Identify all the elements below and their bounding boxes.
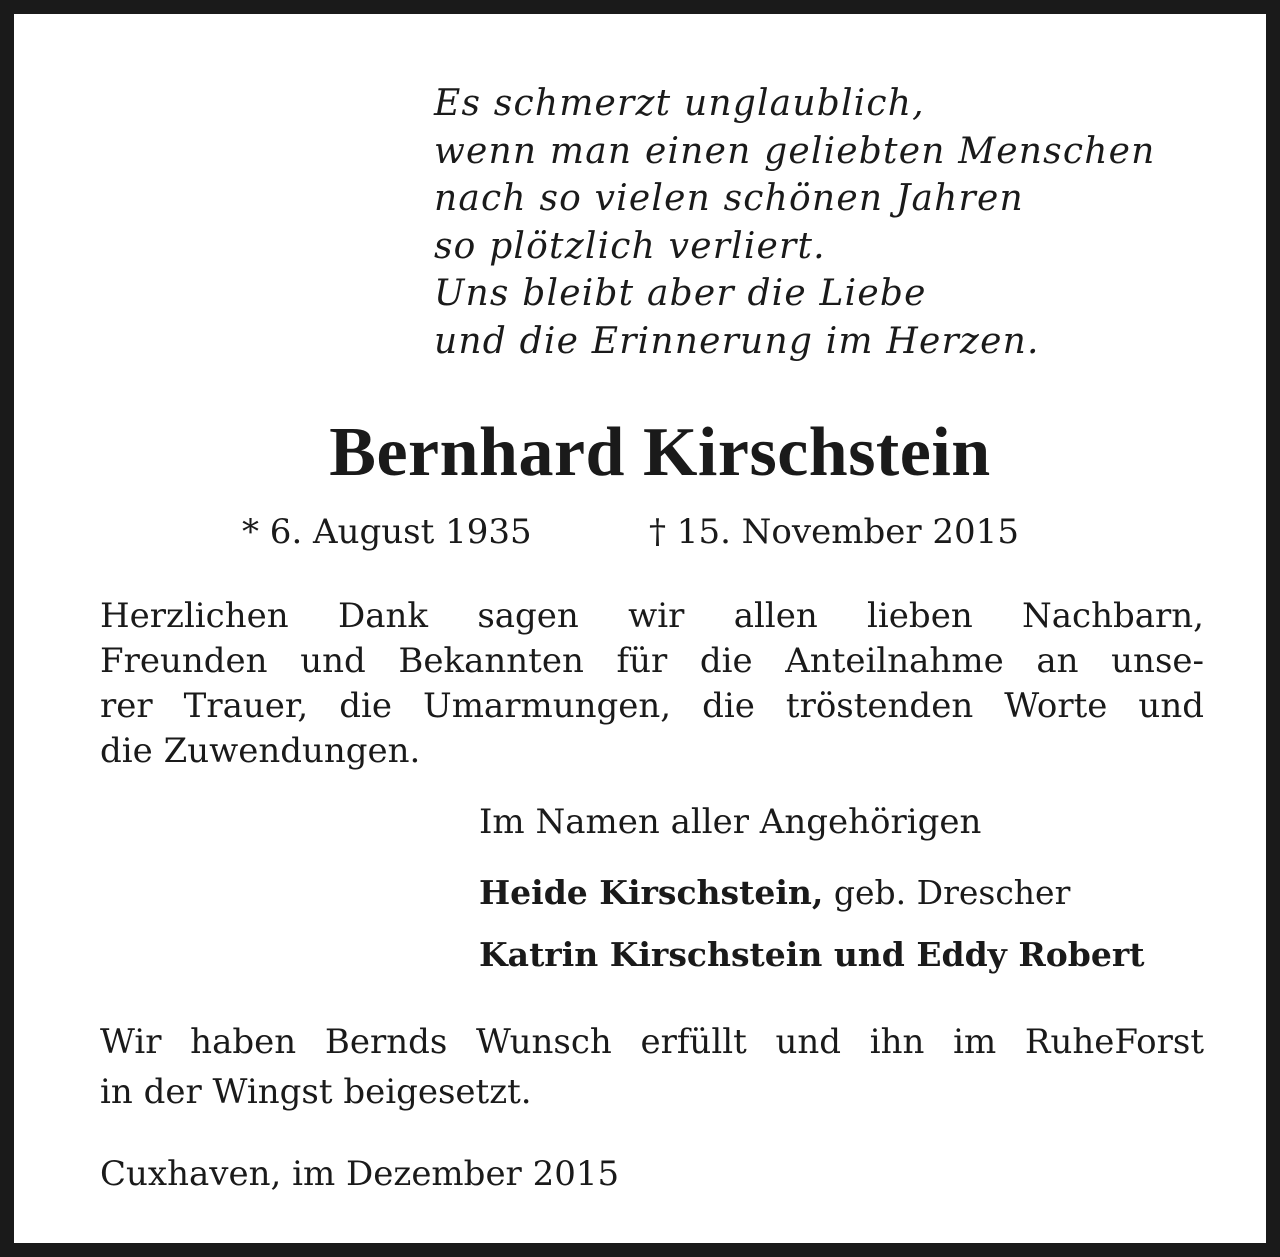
- poem-line: so plötzlich verliert.: [434, 225, 826, 267]
- signature-family: Katrin Kirschstein und Eddy Robert: [479, 935, 1145, 974]
- thanks-paragraph: [100, 594, 1204, 774]
- widow-maiden-name: geb. Drescher: [823, 873, 1071, 912]
- birth-date: * 6. August 1935: [242, 512, 532, 552]
- thanks-line: die Zuwendungen.: [100, 731, 421, 771]
- poem-line: wenn man einen geliebten Menschen: [434, 130, 1156, 172]
- memorial-poem: [434, 80, 1234, 365]
- thanks-line: Herzlichen Dank sagen wir allen lieben Nachbarn,: [100, 596, 1204, 636]
- burial-line: Wir haben Bernds Wunsch erfüllt und ihn im RuheForst: [100, 1022, 1204, 1062]
- signature-intro: Im Namen aller Angehörigen: [479, 802, 982, 842]
- burial-paragraph: [100, 1017, 1204, 1117]
- thanks-line: Freunden und Bekannten für die Anteilnahme an unse-: [100, 641, 1204, 681]
- poem-line: und die Erinnerung im Herzen.: [434, 320, 1040, 362]
- thanks-line: rer Trauer, die Umarmungen, die tröstenden Worte und: [100, 686, 1204, 726]
- deceased-name: Bernhard Kirschstein: [329, 414, 991, 491]
- burial-line: in der Wingst beigesetzt.: [100, 1072, 532, 1112]
- place-and-date: Cuxhaven, im Dezember 2015: [100, 1154, 620, 1194]
- poem-line: Uns bleibt aber die Liebe: [434, 273, 927, 314]
- poem-line: Es schmerzt unglaublich,: [434, 83, 925, 124]
- widow-name: Heide Kirschstein,: [479, 873, 824, 912]
- poem-line: nach so vielen schönen Jahren: [434, 178, 1024, 219]
- signature-widow: [479, 869, 1070, 917]
- death-date: † 15. November 2015: [649, 512, 1019, 552]
